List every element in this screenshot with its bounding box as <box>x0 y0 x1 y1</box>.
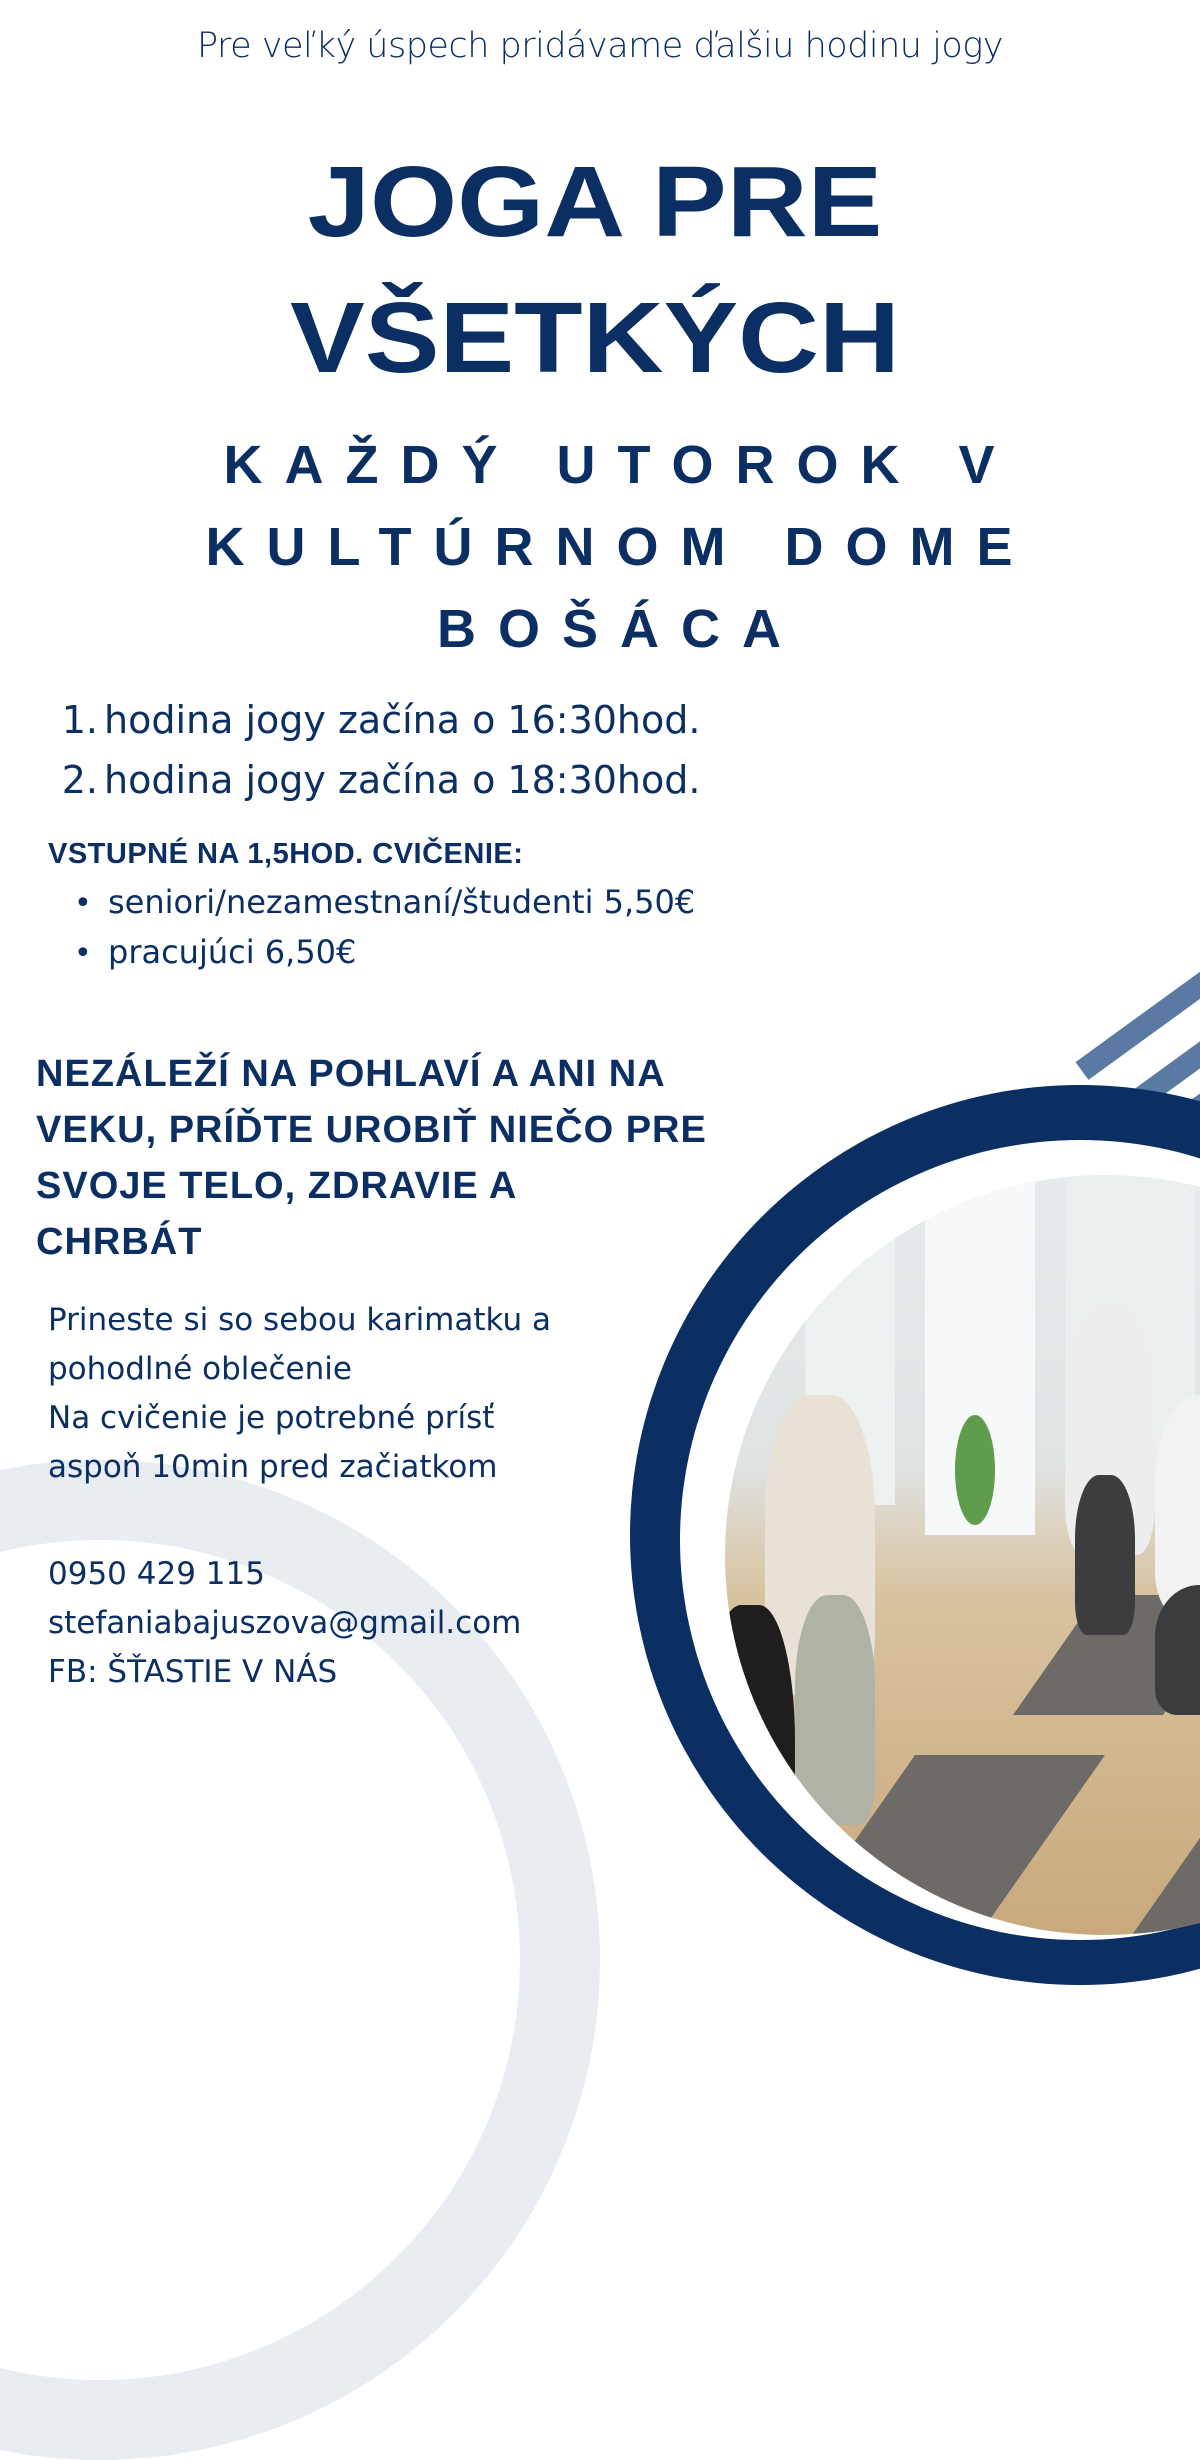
page-title-line1: JOGA PRE <box>307 146 883 258</box>
location-line1: KAŽDÝ UTOROK V <box>223 435 1017 495</box>
contact-phone: 0950 429 115 <box>48 1556 265 1592</box>
schedule-text: hodina jogy začína o 18:30hod. <box>104 758 701 802</box>
schedule-item <box>60 690 700 750</box>
person-legs <box>795 1595 875 1825</box>
schedule-item <box>60 750 700 810</box>
schedule-text: hodina jogy začína o 16:30hod. <box>104 698 701 742</box>
location-line2: KULTÚRNOM DOME <box>205 517 1035 577</box>
instruction-line: Na cvičenie je potrebné prísť <box>48 1400 495 1436</box>
page-title-line2: VŠETKÝCH <box>290 282 900 394</box>
person-legs <box>1075 1475 1135 1635</box>
person-foreground <box>725 1605 795 1935</box>
schedule-list <box>60 690 700 810</box>
instruction-line: Prineste si so sebou karimatku a <box>48 1302 552 1338</box>
subtitle: Pre veľký úspech pridávame ďalšiu hodinu jogy <box>197 26 1003 66</box>
location-line3: BOŠÁCA <box>436 599 803 659</box>
schedule-number: 1. <box>61 698 98 742</box>
contact-facebook: FB: ŠŤASTIE V NÁS <box>48 1654 338 1690</box>
location-heading <box>180 424 1060 670</box>
instructions <box>48 1296 551 1492</box>
fees-list <box>74 878 695 978</box>
slogan-line: SVOJE TELO, ZDRAVIE A <box>36 1165 518 1207</box>
slogan-line: CHRBÁT <box>36 1221 203 1263</box>
fees-heading: VSTUPNÉ NA 1,5HOD. CVIČENIE: <box>48 838 524 870</box>
fee-item: • pracujúci 6,50€ <box>74 928 695 978</box>
slogan-line: NEZÁLEŽÍ NA POHLAVÍ A ANI NA <box>36 1053 666 1095</box>
slogan <box>36 1046 856 1270</box>
contact-info <box>48 1550 521 1697</box>
yoga-mat <box>1118 1735 1200 1935</box>
plant <box>955 1415 995 1525</box>
contact-email: stefaniabajuszova@gmail.com <box>48 1605 522 1641</box>
fee-item: • seniori/nezamestnaní/študenti 5,50€ <box>74 878 695 928</box>
slogan-line: VEKU, PRÍĎTE UROBIŤ NIEČO PRE <box>36 1109 707 1151</box>
instruction-line: pohodlné oblečenie <box>48 1351 352 1387</box>
instruction-line: aspoň 10min pred začiatkom <box>48 1449 498 1485</box>
schedule-number: 2. <box>61 758 98 802</box>
